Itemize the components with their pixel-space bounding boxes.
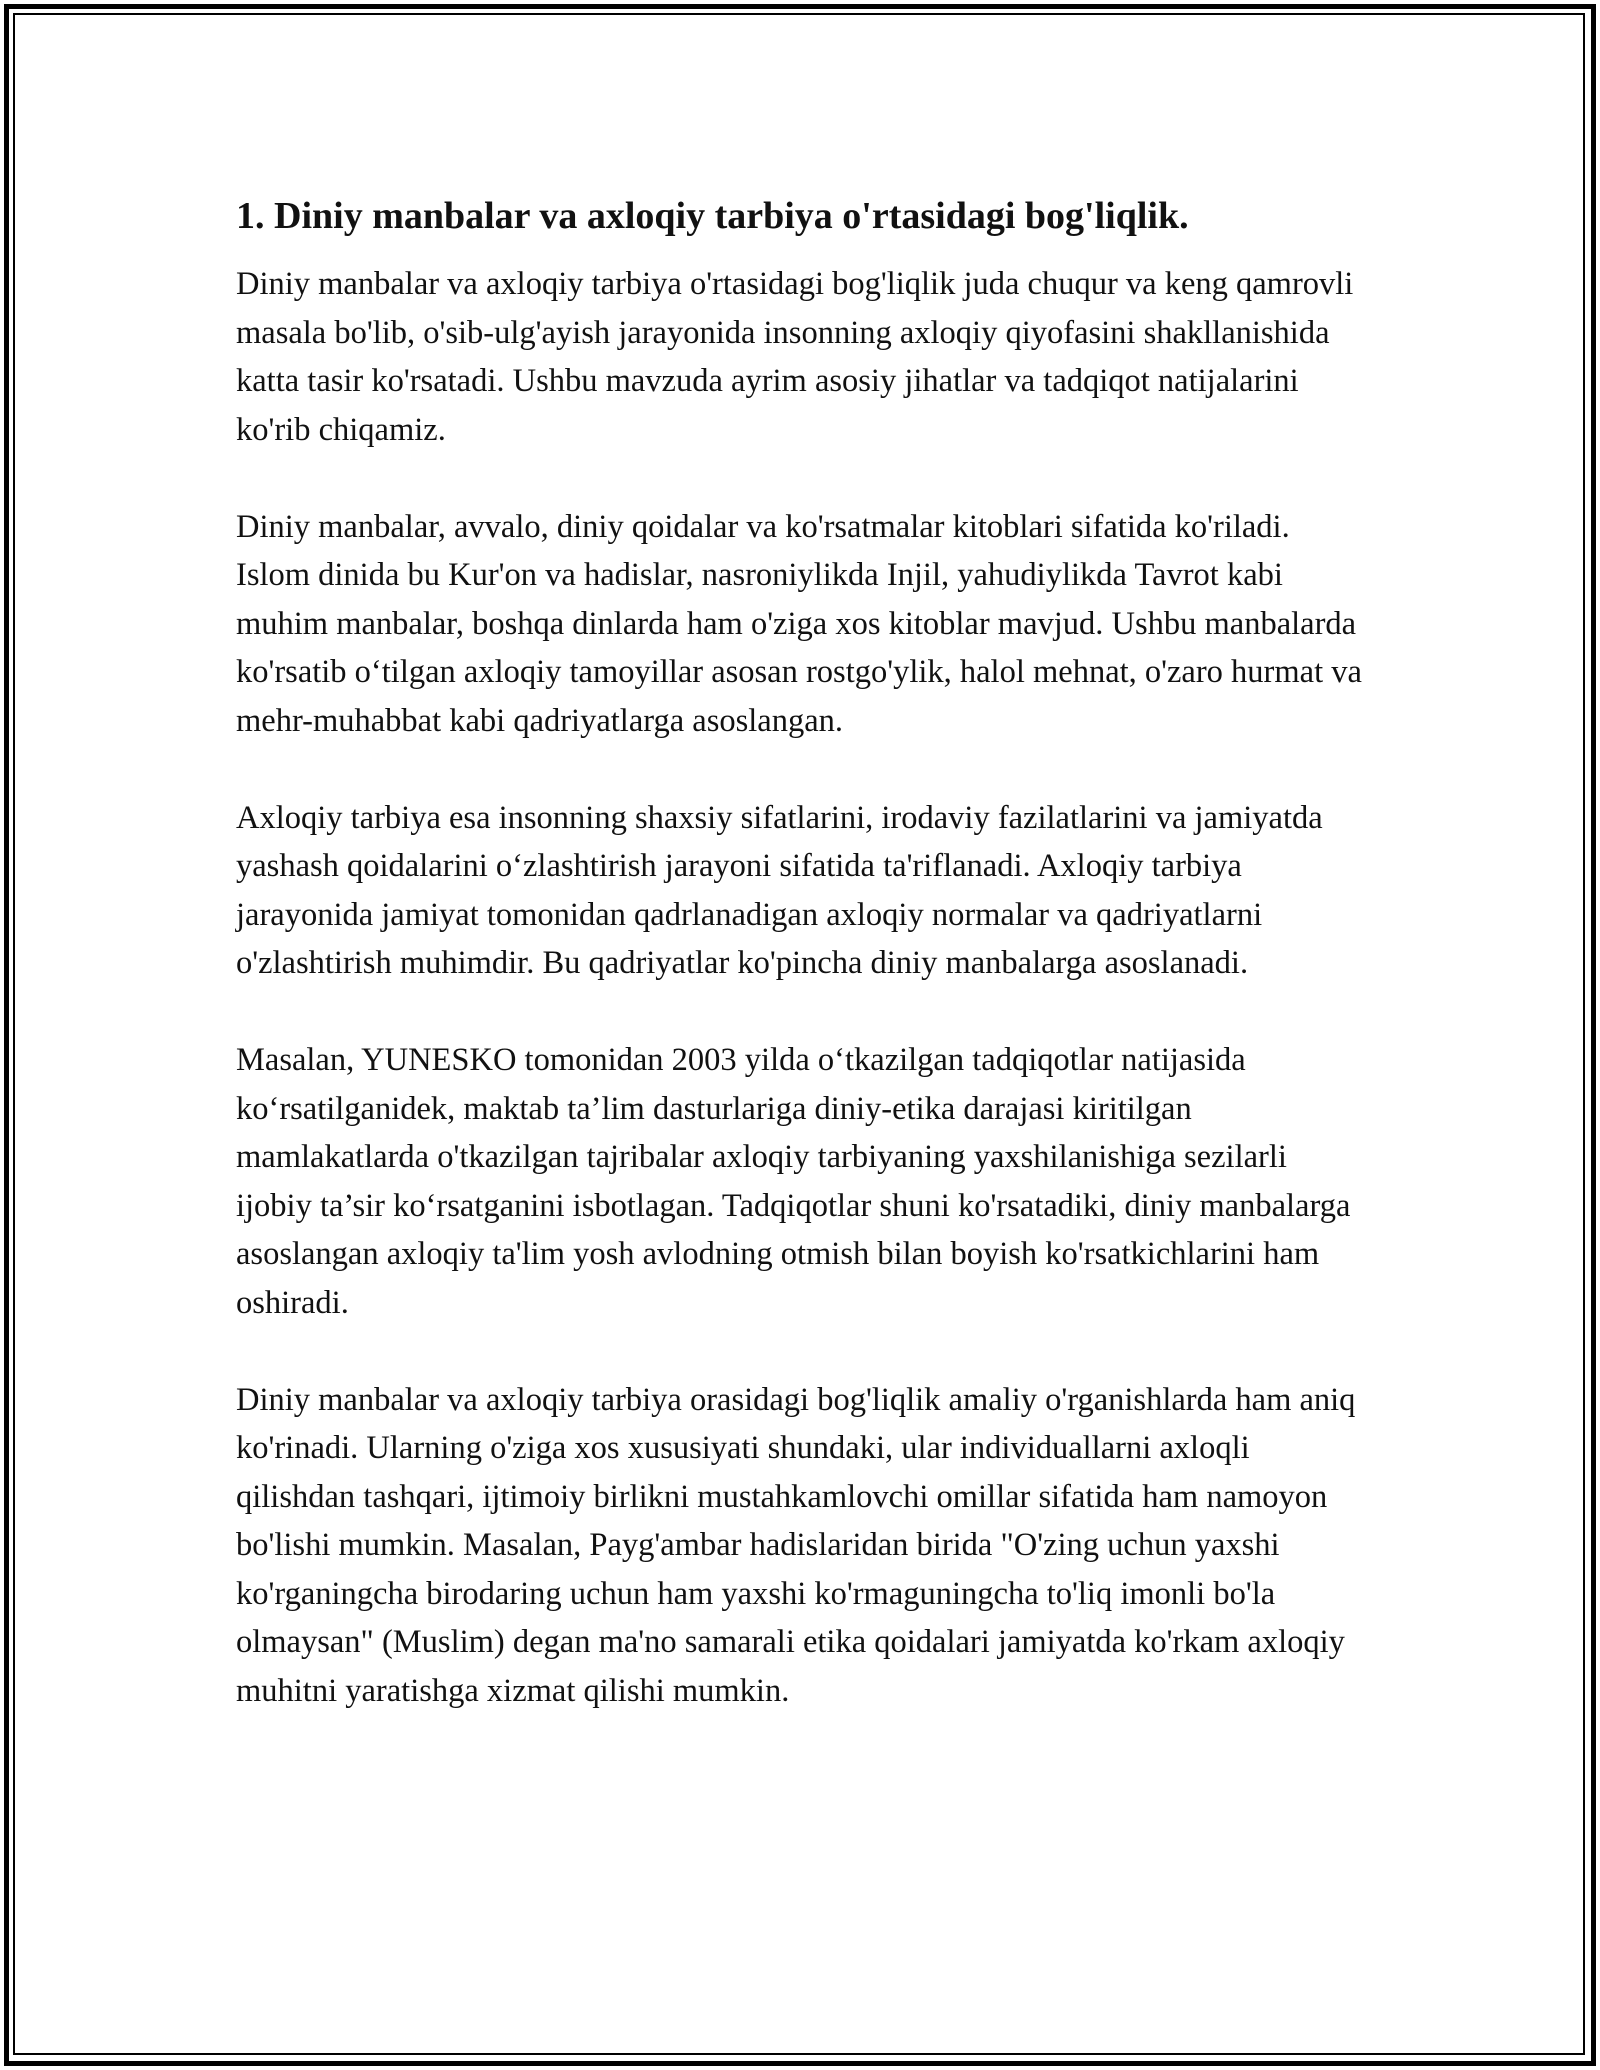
document-body xyxy=(236,190,1366,1764)
paragraph-unesco-research: Masalan, YUNESKO tomonidan 2003 yilda o‘tkazilgan tadqiqotlar natijasida ko‘rsatilganidek, maktab ta’lim dasturlariga diniy-etika darajasi kiritilgan mamlakatlarda o'tkazilgan tajribalar axloqiy tarbiyaning yaxshilanishiga sezilarli ijobiy ta’sir ko‘rsatganini isbotlagan. Tadqiqotlar shuni ko'rsatadiki, diniy manbalarga asoslangan axloqiy ta'lim yosh avlodning otmish bilan boyish ko'rsatkichlarini ham oshiradi. xyxy=(236,1042,1351,1321)
paragraph-moral-education: Axloqiy tarbiya esa insonning shaxsiy sifatlarini, irodaviy fazilatlarini va jamiyatda yashash qoidalarini o‘zlashtirish jarayoni sifatida ta'riflanadi. Axloqiy tarbiya jarayonida jamiyat tomonidan qadrlanadigan axloqiy normalar va qadriyatlarni o'zlashtirish muhimdir. Bu qadriyatlar ko'pincha diniy manbalarga asoslanadi. xyxy=(236,799,1323,981)
paragraph-intro: Diniy manbalar va axloqiy tarbiya o'rtasidagi bog'liqlik juda chuqur va keng qamrovli masala bo'lib, o'sib-ulg'ayish jarayonida insonning axloqiy qiyofasini shakllanishida katta tasir ko'rsatadi. Ushbu mavzuda ayrim asosiy jihatlar va tadqiqot natijalarini ko'rib chiqamiz. xyxy=(236,266,1354,448)
section-title: 1. Diniy manbalar va axloqiy tarbiya o'rtasidagi bog'liqlik. xyxy=(236,195,1189,237)
paragraph-religious-sources: Diniy manbalar, avvalo, diniy qoidalar va ko'rsatmalar kitoblari sifatida ko'riladi. Islom dinida bu Kur'on va hadislar, nasroniylikda Injil, yahudiylikda Tavrot kabi muhim manbalar, boshqa dinlarda ham o'ziga xos kitoblar mavjud. Ushbu manbalarda ko'rsatib o‘tilgan axloqiy tamoyillar asosan rostgo'ylik, halol mehnat, o'zaro hurmat va mehr-muhabbat kabi qadriyatlarga asoslangan. xyxy=(236,508,1362,739)
paragraph-practical-link: Diniy manbalar va axloqiy tarbiya orasidagi bog'liqlik amaliy o'rganishlarda ham aniq ko'rinadi. Ularning o'ziga xos xususiyati shundaki, ular individuallarni axloqli qilishdan tashqari, ijtimoiy birlikni mustahkamlovchi omillar sifatida ham namoyon bo'lishi mumkin. Masalan, Payg'ambar hadislaridan birida "O'zing uchun yaxshi ko'rganingcha birodaring uchun ham yaxshi ko'rmaguningcha to'liq imonli bo'la olmaysan" (Muslim) degan ma'no samarali etika qoidalari jamiyatda ko'rkam axloqiy muhitni yaratishga xizmat qilishi mumkin. xyxy=(236,1381,1356,1709)
